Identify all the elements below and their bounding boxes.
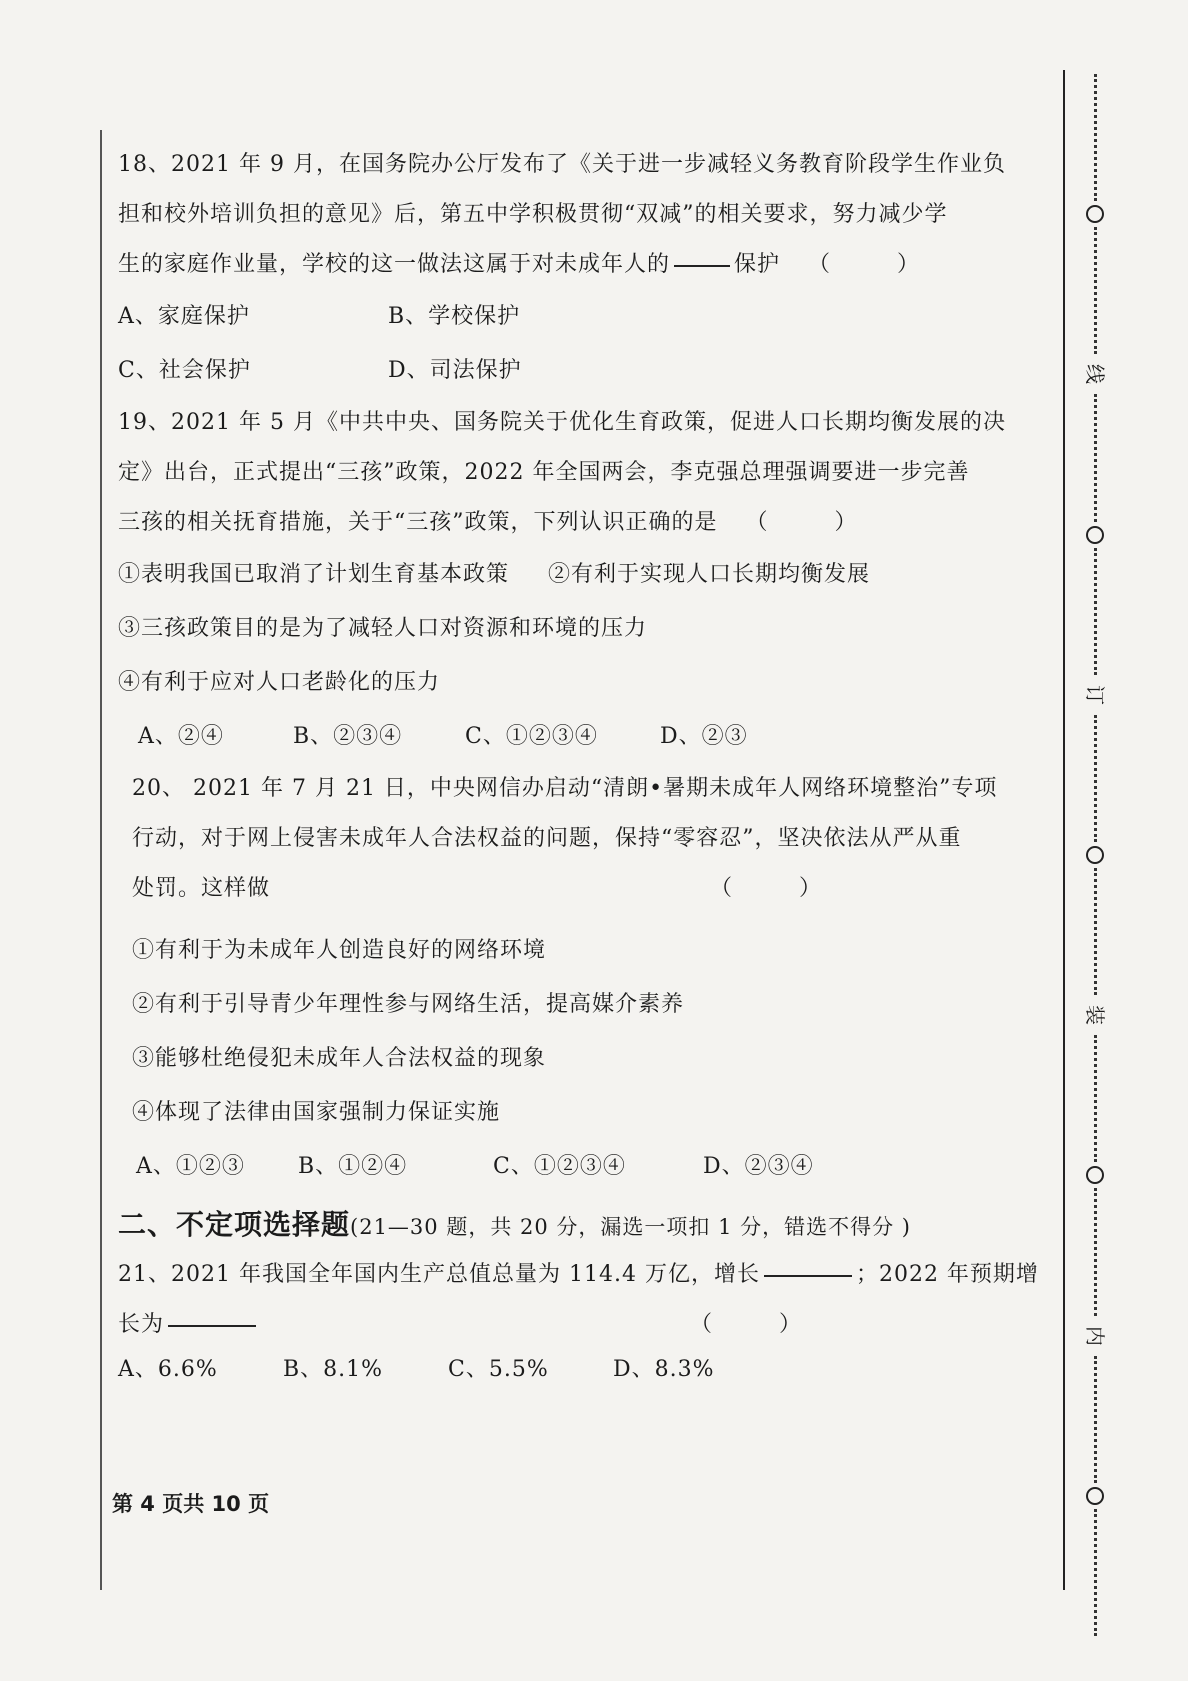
statement-3: ③能够杜绝侵犯未成年人合法权益的现象 <box>132 1046 547 1071</box>
option-d: D、8.3% <box>613 1357 715 1382</box>
option-d: D、②③④ <box>703 1154 814 1179</box>
option-c: C、5.5% <box>448 1357 549 1382</box>
page-number: 第 4 页共 10 页 <box>112 1492 270 1516</box>
binding-hole-icon <box>1086 1166 1104 1184</box>
question-20 <box>118 764 1018 1194</box>
question-19 <box>118 398 1018 764</box>
option-b: B、②③④ <box>293 724 403 749</box>
option-a: A、②④ <box>138 724 224 749</box>
question-18 <box>118 140 1018 398</box>
binding-rule <box>1063 70 1065 1590</box>
statement-2: ②有利于实现人口长期均衡发展 <box>548 562 871 587</box>
question-text: 担和校外培训负担的意见》后，第五中学积极贯彻“双减”的相关要求，努力减少学 <box>118 202 948 227</box>
statement-row <box>118 656 1018 710</box>
statement-row <box>118 548 1018 602</box>
question-text: 20、 2021 年 7 月 21 日，中央网信办启动“清朗•暑期未成年人网络环境整治”专项 <box>132 776 998 801</box>
statement-row <box>132 978 1018 1032</box>
binding-label-nei: 内 <box>1083 1325 1107 1346</box>
exam-content <box>118 140 1039 1390</box>
question-text: 处罚。这样做 （ ） <box>132 864 1018 914</box>
binding-hole-icon <box>1086 526 1104 544</box>
statement-row <box>132 1086 1018 1140</box>
answer-blank <box>764 1274 852 1277</box>
option-a: A、6.6% <box>118 1357 218 1382</box>
section-heading: 二、不定项选择题(21—30 题，共 20 分，漏选一项扣 1 分，错选不得分 ) <box>118 1208 911 1241</box>
option-d: D、司法保护 <box>388 358 522 383</box>
option-a: A、家庭保护 <box>118 304 250 329</box>
binding-hole-icon <box>1086 205 1104 223</box>
statement-2: ②有利于引导青少年理性参与网络生活，提高媒介素养 <box>132 992 685 1017</box>
answer-parentheses: （ ） <box>745 510 887 535</box>
statement-4: ④有利于应对人口老龄化的压力 <box>118 670 441 695</box>
option-row <box>118 710 1018 764</box>
option-row <box>118 1350 1018 1390</box>
option-row <box>132 1140 1018 1194</box>
option-c: C、①②③④ <box>493 1154 626 1179</box>
statement-row <box>118 602 1018 656</box>
question-text: 19、2021 年 5 月《中共中央、国务院关于优化生育政策，促进人口长期均衡发展的决 <box>118 410 1006 435</box>
question-text: 生的家庭作业量，学校的这一做法这属于对未成年人的 保护 （ ） <box>118 240 1018 290</box>
binding-label-ding: 订 <box>1083 684 1107 705</box>
question-text: 定》出台，正式提出“三孩”政策，2022 年全国两会，李克强总理强调要进一步完善 <box>118 460 970 485</box>
option-d: D、②③ <box>660 724 748 749</box>
question-21 <box>118 1250 1039 1390</box>
option-row <box>118 290 1018 344</box>
answer-parentheses: （ ） <box>690 1312 832 1337</box>
answer-blank <box>674 264 730 267</box>
answer-parentheses: （ ） <box>710 876 852 901</box>
question-text: 三孩的相关抚育措施，关于“三孩”政策，下列认识正确的是 （ ） <box>118 498 1018 548</box>
binding-margin <box>1075 70 1115 1640</box>
option-c: C、①②③④ <box>465 724 598 749</box>
binding-hole-icon <box>1086 846 1104 864</box>
binding-label-zhuang: 装 <box>1083 1005 1107 1026</box>
question-text: 长为 （ ） <box>118 1300 1018 1350</box>
statement-1: ①有利于为未成年人创造良好的网络环境 <box>132 938 547 963</box>
option-a: A、①②③ <box>136 1154 245 1179</box>
option-b: B、学校保护 <box>388 304 521 329</box>
statement-4: ④体现了法律由国家强制力保证实施 <box>132 1100 501 1125</box>
question-text: 21、2021 年我国全年国内生产总值总量为 114.4 万亿，增长 ；2022 年预期增 <box>118 1262 1039 1287</box>
statement-1: ①表明我国已取消了计划生育基本政策 <box>118 562 510 587</box>
answer-blank <box>168 1324 256 1327</box>
option-c: C、社会保护 <box>118 358 251 383</box>
question-text: 行动，对于网上侵害未成年人合法权益的问题，保持“零容忍”，坚决依法从严从重 <box>132 826 962 851</box>
answer-parentheses: （ ） <box>808 252 950 277</box>
option-b: B、①②④ <box>298 1154 408 1179</box>
statement-3: ③三孩政策目的是为了减轻人口对资源和环境的压力 <box>118 616 648 641</box>
statement-row <box>132 1032 1018 1086</box>
statement-row <box>132 924 1018 978</box>
question-text: 18、2021 年 9 月，在国务院办公厅发布了《关于进一步减轻义务教育阶段学生作业负 <box>118 152 1006 177</box>
option-b: B、8.1% <box>283 1357 384 1382</box>
binding-label-xian: 线 <box>1083 364 1107 385</box>
option-row <box>118 344 1018 398</box>
left-margin-rule <box>100 130 102 1590</box>
binding-hole-icon <box>1086 1487 1104 1505</box>
